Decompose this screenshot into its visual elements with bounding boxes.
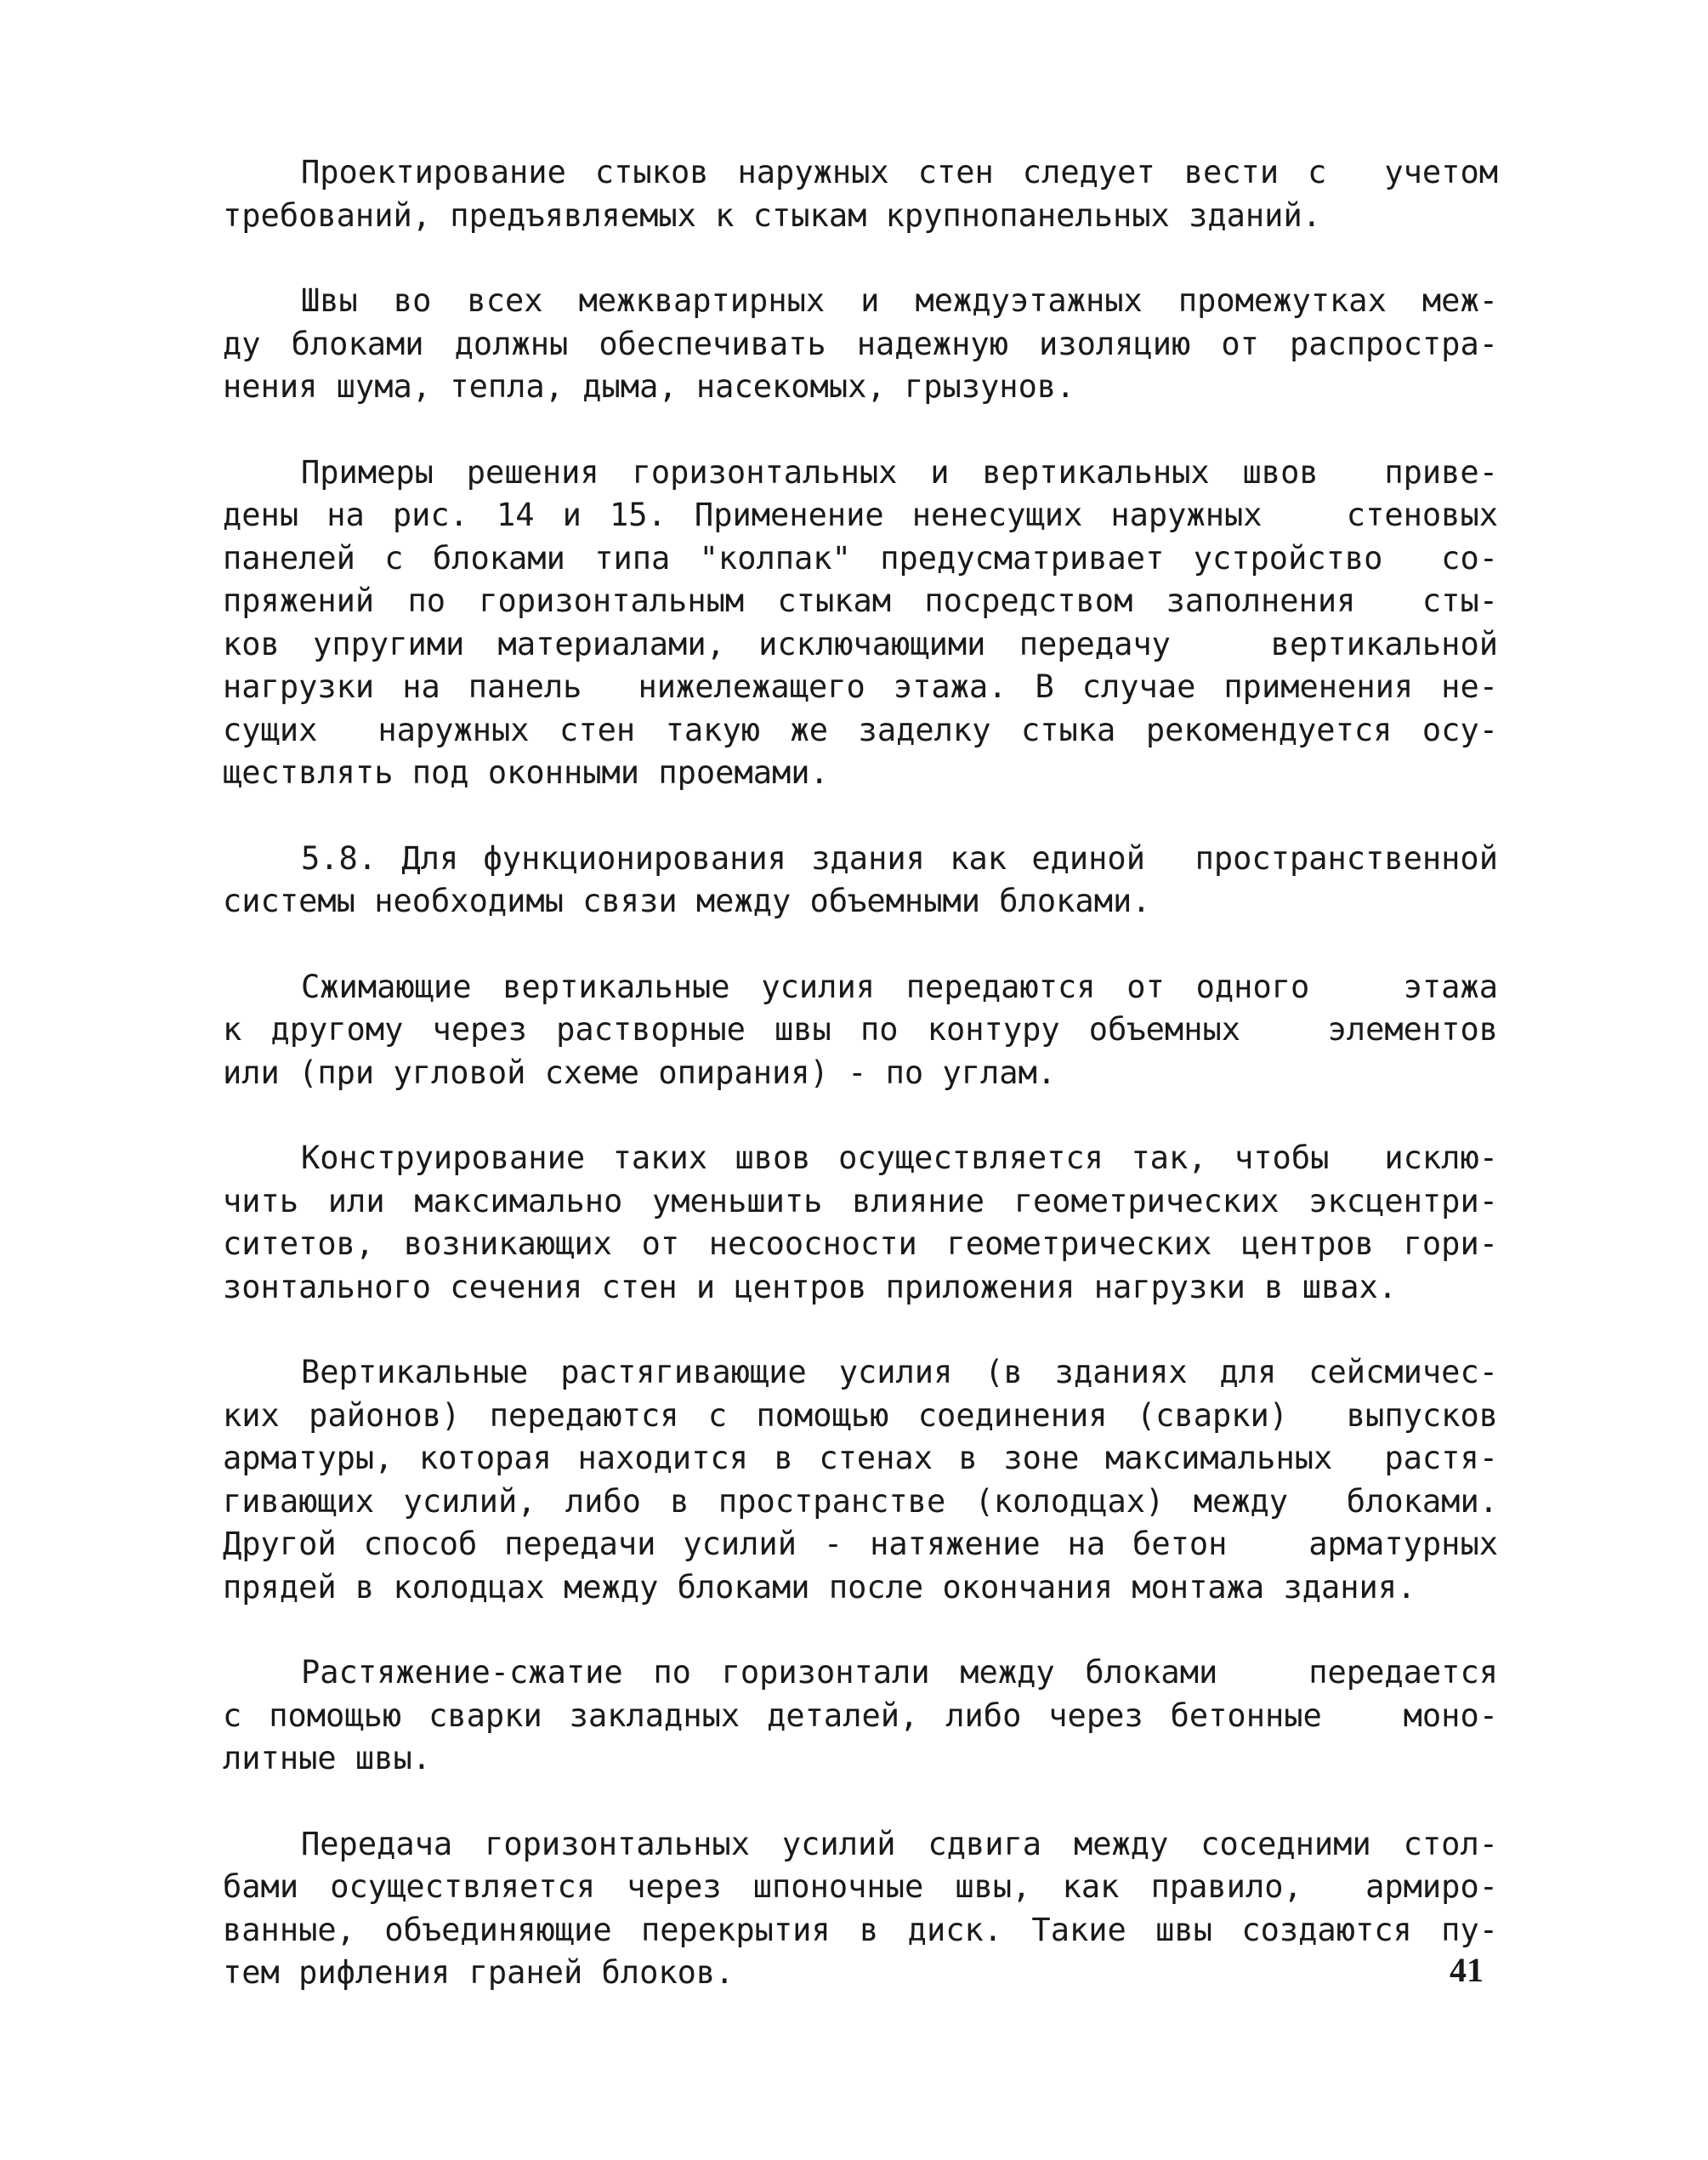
text-line: ду блоками должны обеспечивать надежную изоляцию от распростра- xyxy=(223,325,1498,362)
text-line: системы необходимы связи между объемными блоками. xyxy=(223,883,1151,919)
text-line: панелей с блоками типа "колпак" предусматривает устройство со- xyxy=(223,539,1498,577)
text-line: нагрузки на панель нижележащего этажа. В случае применения не- xyxy=(223,668,1498,705)
text-line: Вертикальные растягивающие усилия (в зданиях для сейсмичес- xyxy=(301,1354,1498,1390)
paragraph xyxy=(223,280,1498,409)
paragraph xyxy=(223,966,1498,1095)
text-line: Конструирование таких швов осуществляется так, чтобы исклю- xyxy=(301,1140,1498,1176)
paragraph xyxy=(223,838,1498,924)
text-line: ков упругими материалами, исключающими передачу вертикальной xyxy=(223,625,1498,662)
text-line: зонтального сечения стен и центров приложения нагрузки в швах. xyxy=(223,1268,1398,1305)
text-line: Примеры решения горизонтальных и вертикальных швов приве- xyxy=(301,453,1498,491)
text-line: Сжимающие вертикальные усилия передаются от одного этажа xyxy=(301,968,1498,1005)
text-line: ких районов) передаются с помощью соединения (сварки) выпусков xyxy=(223,1396,1498,1434)
text-line: ситетов, возникающих от несоосности геометрических центров гори- xyxy=(223,1225,1498,1262)
paragraph xyxy=(223,1651,1498,1781)
paragraph xyxy=(223,452,1498,795)
text-line: с помощью сварки закладных деталей, либо через бетонные моно- xyxy=(223,1697,1498,1734)
text-line: тем рифления граней блоков. xyxy=(223,1954,735,1991)
text-line: нения шума, тепла, дыма, насекомых, грызунов. xyxy=(223,368,1075,405)
text-line: Проектирование стыков наружных стен следует вести с учетом xyxy=(301,154,1498,190)
paragraph xyxy=(223,1351,1498,1609)
text-line: или (при угловой схеме опирания) - по углам. xyxy=(223,1054,1057,1091)
paragraph xyxy=(223,1137,1498,1309)
text-line: ществлять под оконными проемами. xyxy=(223,754,829,791)
paragraph xyxy=(223,151,1498,237)
text-line: дены на рис. 14 и 15. Применение ненесущих наружных стеновых xyxy=(223,497,1498,533)
text-line: литные швы. xyxy=(223,1740,432,1776)
text-line: сущих наружных стен такую же заделку стыка рекомендуется осу- xyxy=(223,711,1498,748)
text-line: 5.8. Для функционирования здания как единой пространственной xyxy=(301,839,1498,877)
text-line: требований, предъявляемых к стыкам крупнопанельных зданий. xyxy=(223,196,1322,234)
page-number: 41 xyxy=(1450,1951,1484,1989)
text-line: Швы во всех межквартирных и междуэтажных промежутках меж- xyxy=(301,282,1498,319)
text-line: бами осуществляется через шпоночные швы, как правило, армиро- xyxy=(223,1868,1498,1905)
text-line: Другой способ передачи усилий - натяжение на бетон арматурных xyxy=(223,1526,1498,1562)
text-line: ванные, объединяющие перекрытия в диск. Такие швы создаются пу- xyxy=(223,1911,1498,1948)
text-line: прядей в колодцах между блоками после окончания монтажа здания. xyxy=(223,1568,1416,1606)
body-text xyxy=(223,151,1498,2038)
text-line: арматуры, которая находится в стенах в зоне максимальных растя- xyxy=(223,1440,1498,1476)
text-line: Растяжение-сжатие по горизонтали между блоками передается xyxy=(301,1654,1498,1691)
text-line: Передача горизонтальных усилий сдвига между соседними стол- xyxy=(301,1825,1498,1862)
text-line: пряжений по горизонтальным стыкам посредством заполнения сты- xyxy=(223,583,1498,619)
text-line: гивающих усилий, либо в пространстве (колодцах) между блоками. xyxy=(223,1482,1498,1520)
text-line: к другому через растворные швы по контуру объемных элементов xyxy=(223,1011,1498,1048)
text-line: чить или максимально уменьшить влияние геометрических эксцентри- xyxy=(223,1182,1498,1219)
paragraph xyxy=(223,1823,1498,1995)
